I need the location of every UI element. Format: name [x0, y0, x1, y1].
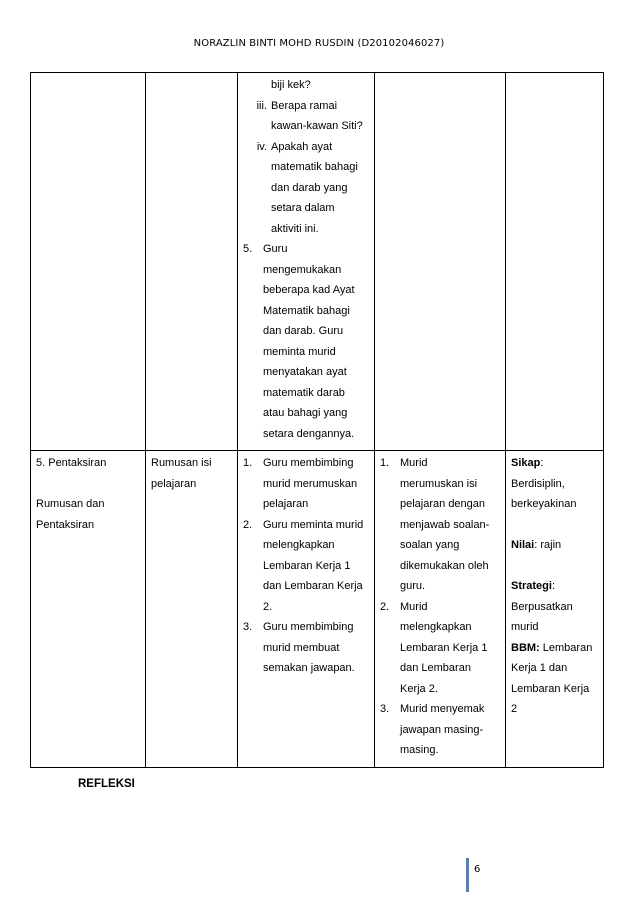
- list-item-line: Berapa ramai: [271, 99, 338, 112]
- teacher-activity-list: [243, 453, 369, 679]
- list-marker: 2.: [380, 600, 390, 613]
- list-marker: 1.: [380, 457, 390, 469]
- list-item-line: Matematik bahagi: [263, 304, 350, 317]
- lesson-plan-table: [30, 72, 604, 768]
- colon: :: [551, 580, 556, 592]
- list-item-line: dikemukakan oleh: [400, 559, 489, 572]
- list-item: [243, 137, 369, 240]
- list-item: [243, 617, 369, 679]
- list-item-line: jawapan masing-: [400, 723, 484, 736]
- table-cell: [506, 73, 604, 451]
- list-item-line: Lembaran Kerja 1: [400, 641, 488, 654]
- list-item: [380, 453, 500, 597]
- list-item-line: dan Lembaran Kerja: [263, 580, 363, 592]
- list-item-line: matematik bahagi: [271, 161, 358, 173]
- strategi-label: Strategi: [511, 580, 552, 592]
- list-item-line: melengkapkan: [400, 621, 472, 633]
- list-item-line: Murid: [400, 457, 428, 469]
- page-header: NORAZLIN BINTI MOHD RUSDIN (D20102046027): [193, 38, 445, 49]
- list-item-line: pelajaran dengan: [400, 498, 486, 510]
- list-item-line: masing.: [400, 744, 439, 756]
- page-number: 6: [474, 864, 481, 875]
- sikap-value: berkeyakinan: [511, 498, 577, 510]
- list-item-line: mengemukakan: [263, 263, 342, 276]
- sikap-value: Berdisiplin,: [511, 477, 565, 490]
- list-marker: 2.: [243, 518, 253, 531]
- page-number-bar: [466, 858, 469, 892]
- list-marker: iv.: [256, 140, 267, 153]
- list-item-line: matematik darab: [263, 386, 345, 399]
- question-continuation: biji kek?: [271, 79, 311, 91]
- table-row-continuation: [31, 73, 604, 451]
- list-item: [380, 597, 500, 700]
- list-item: [243, 96, 369, 137]
- list-item-line: Guru meminta murid: [263, 518, 364, 531]
- strategi-value: Berpusatkan: [511, 600, 573, 613]
- list-item-line: Kerja 2.: [400, 682, 438, 695]
- notes-cell: [506, 451, 604, 768]
- list-item: [243, 515, 369, 618]
- phase-subtitle: Rumusan dan: [36, 498, 105, 510]
- list-item-line: melengkapkan: [263, 539, 335, 551]
- list-marker: 3.: [243, 621, 253, 633]
- list-item: [243, 453, 369, 515]
- list-item-line: Guru: [263, 243, 288, 255]
- list-item-line: soalan yang: [400, 539, 460, 551]
- list-item-line: setara dalam: [271, 202, 335, 214]
- list-item-line: semakan jawapan.: [263, 662, 355, 674]
- table-cell: [31, 73, 146, 451]
- list-marker: 5.: [243, 243, 253, 255]
- list-item-line: Guru membimbing: [263, 457, 354, 469]
- list-item-line: Murid: [400, 600, 428, 613]
- bbm-value: Lembaran: [539, 641, 593, 654]
- bbm-value: Kerja 1 dan: [511, 662, 568, 674]
- list-item-line: beberapa kad Ayat: [263, 284, 355, 296]
- refleksi-heading: REFLEKSI: [78, 778, 135, 790]
- activity-cell: [238, 73, 375, 451]
- nilai-label: Nilai: [511, 539, 535, 551]
- table-row-pentaksiran: [31, 451, 604, 768]
- list-item: [243, 239, 369, 444]
- student-activity-list: [380, 453, 500, 761]
- list-item-line: setara dengannya.: [263, 427, 355, 440]
- list-item-line: 2.: [263, 600, 273, 613]
- list-item-line: murid merumuskan: [263, 477, 358, 490]
- sikap-label: Sikap: [511, 457, 541, 469]
- student-activity-cell: [375, 451, 506, 768]
- table-cell: [146, 73, 238, 451]
- teacher-activity-cell: [238, 451, 375, 768]
- list-item-line: Guru membimbing: [263, 621, 354, 633]
- list-item-line: dan darab. Guru: [263, 325, 344, 337]
- list-item-line: pelajaran: [263, 498, 309, 510]
- list-item-line: menyatakan ayat: [263, 366, 347, 378]
- phase-subtitle: Pentaksiran: [36, 518, 95, 531]
- question-list: [243, 96, 369, 240]
- phase-title: 5. Pentaksiran: [36, 457, 107, 469]
- step-list: [243, 239, 369, 444]
- list-item-line: aktiviti ini.: [271, 222, 319, 235]
- list-item-line: Murid menyemak: [400, 703, 485, 715]
- list-item: [380, 699, 500, 761]
- list-item-line: murid membuat: [263, 641, 340, 654]
- list-marker: 1.: [243, 457, 253, 469]
- bbm-label: BBM:: [511, 641, 540, 654]
- list-item-line: Lembaran Kerja 1: [263, 559, 351, 572]
- list-item-line: meminta murid: [263, 345, 336, 358]
- list-item-line: guru.: [400, 580, 426, 592]
- list-item-line: kawan-kawan Siti?: [271, 120, 363, 132]
- list-item-line: merumuskan isi: [400, 477, 478, 490]
- list-marker: iii.: [256, 99, 267, 112]
- table-cell: [375, 73, 506, 451]
- content-text: pelajaran: [151, 477, 197, 490]
- content-text: Rumusan isi: [151, 457, 212, 469]
- strategi-value: murid: [511, 621, 539, 633]
- nilai-value: : rajin: [534, 539, 562, 551]
- bbm-value: Lembaran Kerja 2: [511, 682, 590, 715]
- colon: :: [540, 457, 544, 469]
- content-cell: [146, 451, 238, 768]
- list-item-line: menjawab soalan-: [400, 518, 490, 531]
- list-marker: 3.: [380, 703, 390, 715]
- list-item-line: dan Lembaran: [400, 662, 471, 674]
- list-item-line: Apakah ayat: [271, 140, 333, 153]
- list-item-line: dan darab yang: [271, 181, 348, 194]
- phase-cell: [31, 451, 146, 768]
- list-item-line: atau bahagi yang: [263, 407, 348, 419]
